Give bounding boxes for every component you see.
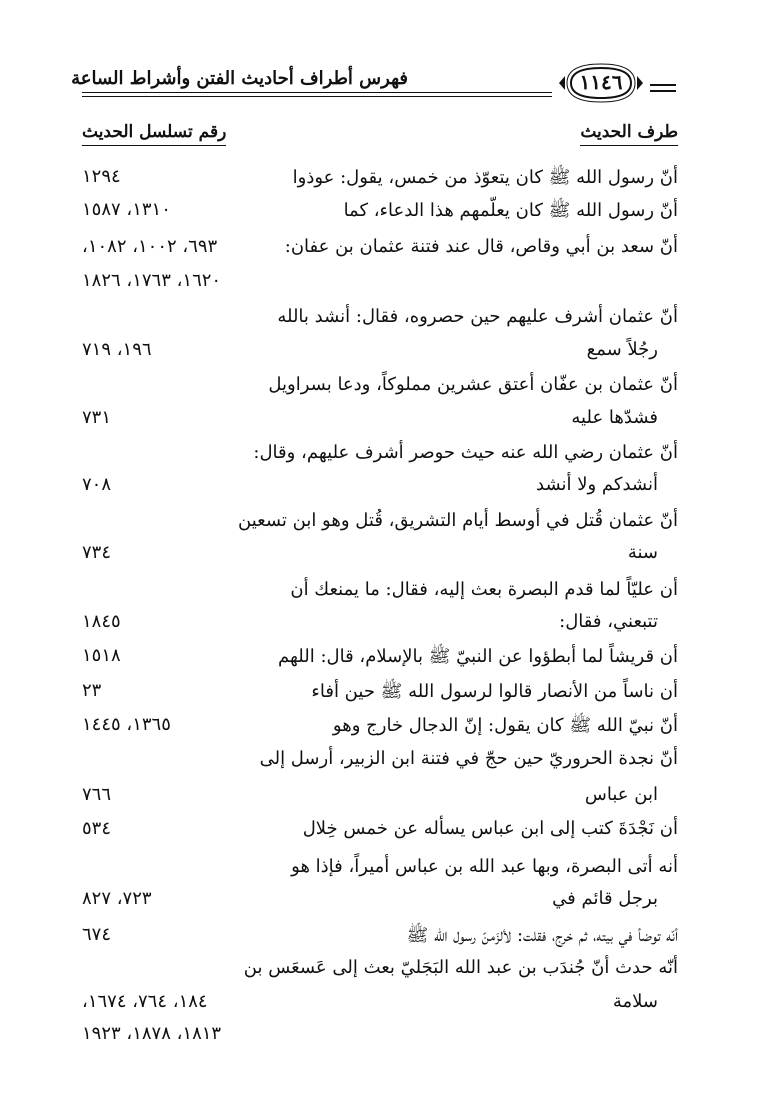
column-underline — [580, 145, 678, 146]
page-number-badge — [557, 62, 645, 104]
header-dash — [650, 90, 676, 92]
hadith-line: أنه أتى البصرة، وبها عبد الله بن عباس أميراً، فإذا هو — [291, 856, 678, 877]
hadith-ref-numbers: ٧٣١ — [82, 407, 112, 428]
hadith-line: أن قريشاً لما أبطؤوا عن النبيّ ﷺ بالإسلام، قال: اللهم — [278, 646, 678, 667]
hadith-ref-numbers: ١٣٦٥، ١٤٤٥ — [82, 714, 171, 735]
hadith-line: رجُلاً سمع — [586, 339, 658, 360]
hadith-ref-numbers: ١٥١٨ — [82, 645, 121, 666]
hadith-ref-numbers: ٧٦٦ — [82, 784, 112, 805]
column-header-sequence: رقم تسلسل الحديث — [82, 122, 226, 142]
hadith-ref-numbers: ١٨٤٥ — [82, 611, 121, 632]
hadith-line: أن ناساً من الأنصار قالوا لرسول الله ﷺ حين أفاء — [311, 681, 678, 702]
hadith-line: أنّ سعد بن أبي وقاص، قال عند فتنة عثمان بن عفان: — [284, 236, 678, 257]
hadith-line: أنّه توضأ في بيته، ثم خرج، فقلت: لألزَمنّ رسول الله ﷺ — [406, 925, 678, 946]
hadith-line: أن نَجْدَةَ كتب إلى ابن عباس يسأله عن خمس خِلال — [302, 818, 678, 839]
hadith-line: فشدّها عليه — [571, 407, 658, 428]
hadith-line: برجل قائم في — [552, 888, 658, 909]
hadith-ref-numbers: ٧٠٨ — [82, 474, 112, 495]
hadith-ref-numbers: ٢٣ — [82, 680, 102, 701]
hadith-ref-numbers: ٧٣٤ — [82, 542, 112, 563]
column-header-hadith: طرف الحديث — [580, 122, 678, 142]
header-dash — [650, 84, 676, 86]
hadith-line: أنّه حدث أنّ جُندَب بن عبد الله البَجَليّ بعث إلى عَسعَس بن — [243, 957, 678, 978]
hadith-line: أنّ نبيّ الله ﷺ كان يقول: إنّ الدجال خارج وهو — [332, 715, 678, 736]
hadith-ref-numbers: ٧٢٣، ٨٢٧ — [82, 888, 152, 909]
hadith-line: تتبعني، فقال: — [559, 611, 658, 632]
header-rule — [82, 96, 552, 97]
hadith-ref-numbers: ١٨١٣، ١٨٧٨، ١٩٢٣ — [82, 1023, 222, 1044]
running-header-title: فهرس أطراف أحاديث الفتن وأشراط الساعة — [71, 68, 408, 89]
hadith-line: أنّ نجدة الحروريّ حين حجّ في فتنة ابن الزبير، أرسل إلى — [259, 748, 678, 769]
hadith-line: أنّ عثمان بن عفّان أعتق عشرين مملوكاً، ودعا بسراويل — [268, 374, 678, 395]
hadith-line: ابن عباس — [584, 784, 658, 805]
header-rule — [82, 92, 552, 93]
hadith-line: سنة — [627, 542, 658, 563]
hadith-ref-numbers: ١٨٤، ٧٦٤، ١٦٧٤، — [82, 991, 208, 1012]
hadith-line: أن عليّاً لما قدم البصرة بعث إليه، فقال: ما يمنعك أن — [290, 579, 678, 600]
hadith-line: أنشدكم ولا أنشد — [536, 474, 658, 495]
column-underline — [82, 145, 226, 146]
hadith-ref-numbers: ١٢٩٤ — [82, 166, 121, 187]
hadith-ref-numbers: ٦٩٣، ١٠٠٢، ١٠٨٢، — [82, 236, 218, 257]
hadith-ref-numbers: ٦٧٤ — [82, 924, 112, 945]
hadith-line: أنّ رسول الله ﷺ كان يتعوّذ من خمس، يقول: عوذوا — [292, 167, 678, 188]
hadith-ref-numbers: ١٦٢٠، ١٧٦٣، ١٨٢٦ — [82, 270, 222, 291]
hadith-line: أنّ عثمان رضي الله عنه حيث حوصر أشرف عليهم، وقال: — [253, 442, 678, 463]
hadith-ref-numbers: ٥٣٤ — [82, 818, 112, 839]
hadith-ref-numbers: ١٣١٠، ١٥٨٧ — [82, 199, 171, 220]
hadith-ref-numbers: ١٩٦، ٧١٩ — [82, 339, 152, 360]
page-number: ١١٤٦ — [579, 70, 623, 94]
hadith-line: أنّ عثمان أشرف عليهم حين حصروه، فقال: أنشد بالله — [277, 306, 678, 327]
hadith-line: سلامة — [612, 991, 658, 1012]
hadith-line: أنّ رسول الله ﷺ كان يعلّمهم هذا الدعاء، كما — [343, 200, 678, 221]
hadith-line: أنّ عثمان قُتل في أوسط أيام التشريق، قُتل وهو ابن تسعين — [238, 510, 678, 531]
